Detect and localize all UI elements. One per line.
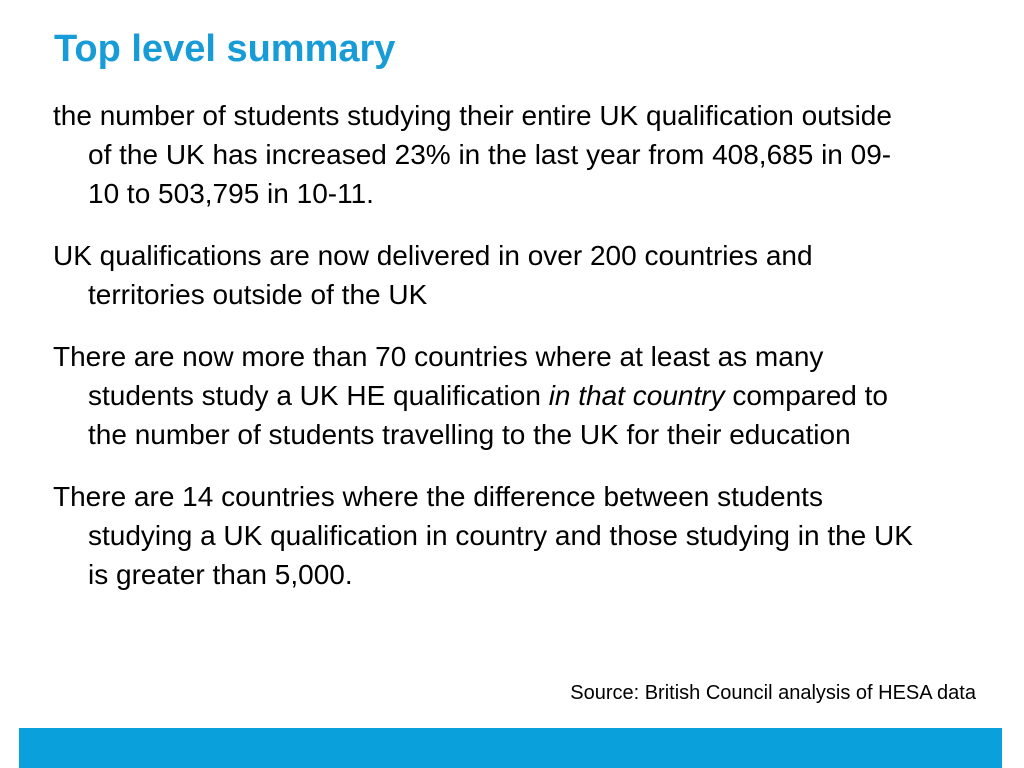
slide-title: Top level summary bbox=[54, 28, 396, 70]
footer-accent-bar bbox=[19, 728, 1002, 768]
text-line: is greater than 5,000. bbox=[88, 559, 353, 590]
slide-body bbox=[53, 96, 993, 594]
text-line: territories outside of the UK bbox=[88, 279, 428, 310]
text-line: the number of students travelling to the UK for their education bbox=[88, 419, 851, 450]
text-line: the number of students studying their entire UK qualification outside bbox=[53, 100, 892, 131]
source-note: Source: British Council analysis of HESA data bbox=[570, 682, 976, 704]
text-line: There are 14 countries where the difference between students bbox=[53, 481, 823, 512]
body-paragraph bbox=[53, 96, 993, 213]
text-line: UK qualifications are now delivered in over 200 countries and bbox=[53, 240, 813, 271]
body-paragraph bbox=[53, 236, 993, 314]
text-line: studying a UK qualification in country and those studying in the UK bbox=[88, 520, 913, 551]
body-paragraph bbox=[53, 477, 993, 594]
text-line: of the UK has increased 23% in the last year from 408,685 in 09- bbox=[88, 139, 892, 170]
text-line: There are now more than 70 countries where at least as many bbox=[53, 341, 824, 372]
text-line: students study a UK HE qualification in that country compared to bbox=[88, 380, 888, 411]
body-paragraph bbox=[53, 337, 993, 454]
text-line: 10 to 503,795 in 10-11. bbox=[88, 178, 374, 209]
